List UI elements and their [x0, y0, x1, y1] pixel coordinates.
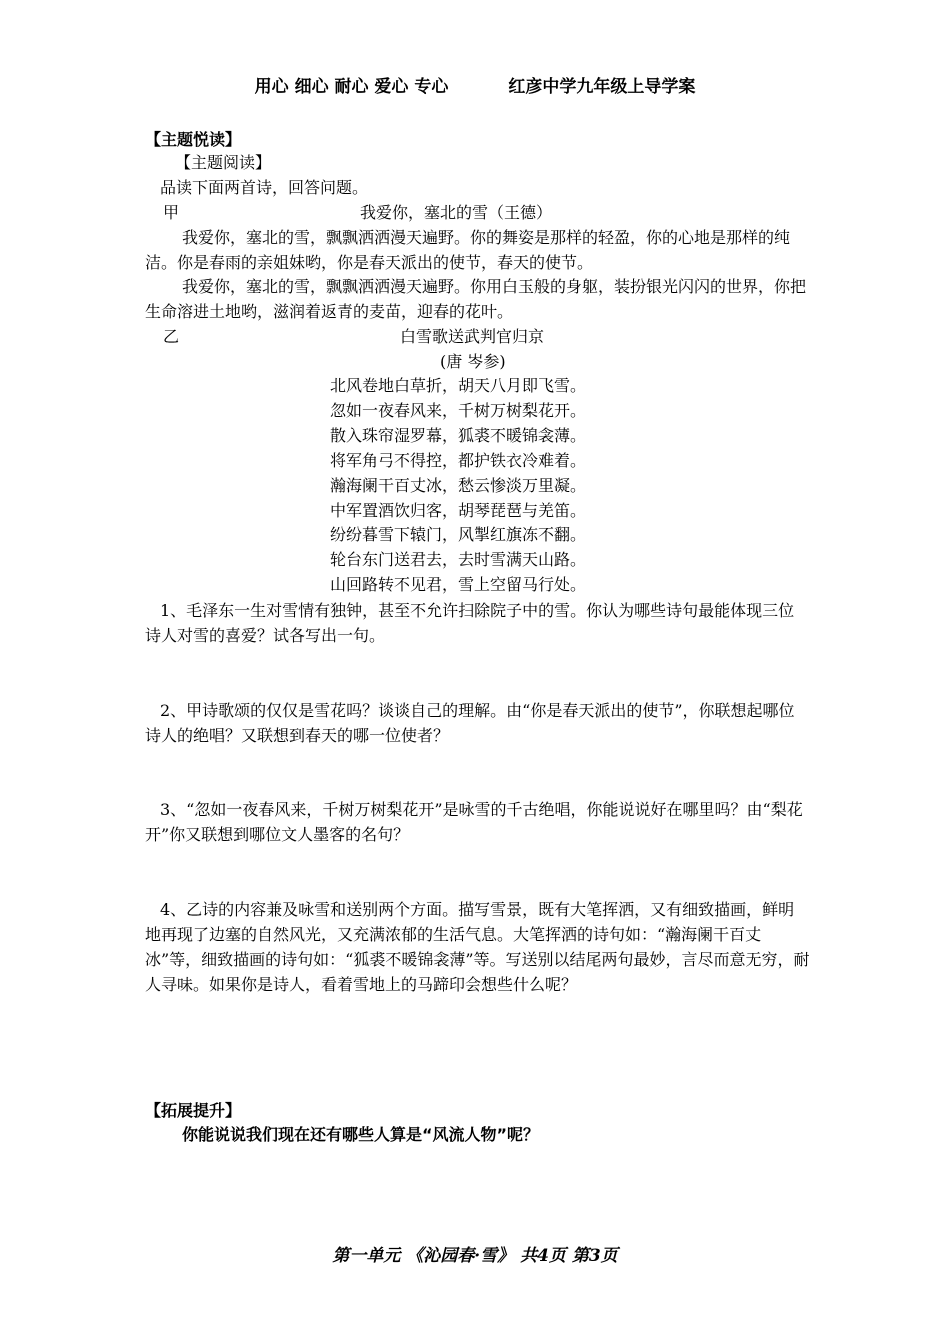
poem-line: 中军置酒饮归客，胡琴琵琶与羌笛。 — [330, 500, 587, 520]
poem-line: 忽如一夜春风来，千树万树梨花开。 — [330, 400, 587, 420]
section-title-reading: 【主题悦读】 — [145, 130, 242, 149]
poem-line: 将军角弓不得控，都护铁衣冷难着。 — [330, 450, 587, 470]
section-subtitle-reading: 【主题阅读】 — [175, 153, 272, 172]
poem-b-title: 白雪歌送武判官归京 — [400, 327, 545, 346]
question-3: 3、“忽如一夜春风来，千树万树梨花开”是咏雪的千古绝唱，你能说说好在哪里吗？由“梨花开”你又联想到哪位文人墨客的名句？ — [145, 800, 803, 844]
poem-line: 瀚海阑干百丈冰，愁云惨淡万里凝。 — [330, 475, 587, 495]
extension-question: 你能说说我们现在还有哪些人算是“风流人物”呢？ — [182, 1125, 540, 1144]
poem-b-label: 乙 — [163, 327, 180, 346]
poem-a-label: 甲 — [163, 203, 180, 222]
poem-a-paragraph-2: 我爱你，塞北的雪，飘飘洒洒漫天遍野。你用白玉般的身躯，装扮银光闪闪的世界，你把生命溶进土地哟，滋润着返青的麦苗，迎春的花叶。 — [145, 277, 807, 321]
reading-instruction: 品读下面两首诗，回答问题。 — [160, 178, 369, 197]
question-1: 1、毛泽东一生对雪情有独钟，甚至不允许扫除院子中的雪。你认为哪些诗句最能体现三位诗人对雪的喜爱？试各写出一句。 — [145, 601, 795, 645]
page-footer: 第一单元 《沁园春·雪》 共4页 第3页 — [332, 1246, 618, 1266]
page-header — [0, 72, 950, 97]
poem-line: 山回路转不见君，雪上空留马行处。 — [330, 575, 587, 595]
poem-b-author: (唐 岑参) — [440, 352, 506, 371]
header-school: 红彦中学九年级上导学案 — [508, 77, 696, 97]
poem-line: 散入珠帘湿罗幕，狐裘不暖锦衾薄。 — [330, 425, 587, 445]
poem-line: 纷纷暮雪下辕门，风掣红旗冻不翻。 — [330, 525, 587, 545]
poem-a-paragraph-1: 我爱你，塞北的雪，飘飘洒洒漫天遍野。你的舞姿是那样的轻盈，你的心地是那样的纯洁。你是春雨的亲姐妹哟，你是春天派出的使节，春天的使节。 — [145, 228, 791, 272]
poem-b-lines — [330, 374, 586, 598]
section-title-extension: 【拓展提升】 — [145, 1101, 242, 1120]
poem-line: 北风卷地白草折，胡天八月即飞雪。 — [330, 376, 587, 395]
poem-line: 轮台东门送君去，去时雪满天山路。 — [330, 550, 587, 570]
question-4: 4、乙诗的内容兼及咏雪和送别两个方面。描写雪景，既有大笔挥洒，又有细致描画，鲜明地再现了边塞的自然风光，又充满浓郁的生活气息。大笔挥洒的诗句如：“瀚海阑干百丈冰”等，细致描画的诗句如：“狐裘不暖锦衾薄”等。写送别以结尾两句最妙，言尽而意无穷，耐人寻味。如果你是诗人，看着雪地上的马蹄印会想些什么呢？ — [145, 900, 810, 994]
header-motto: 用心 细心 耐心 爱心 专心 — [254, 77, 449, 97]
poem-a-title: 我爱你，塞北的雪（王德） — [360, 203, 553, 222]
question-2: 2、甲诗歌颂的仅仅是雪花吗？谈谈自己的理解。由“你是春天派出的使节”，你联想起哪位诗人的绝唱？又联想到春天的哪一位使者？ — [145, 701, 795, 745]
